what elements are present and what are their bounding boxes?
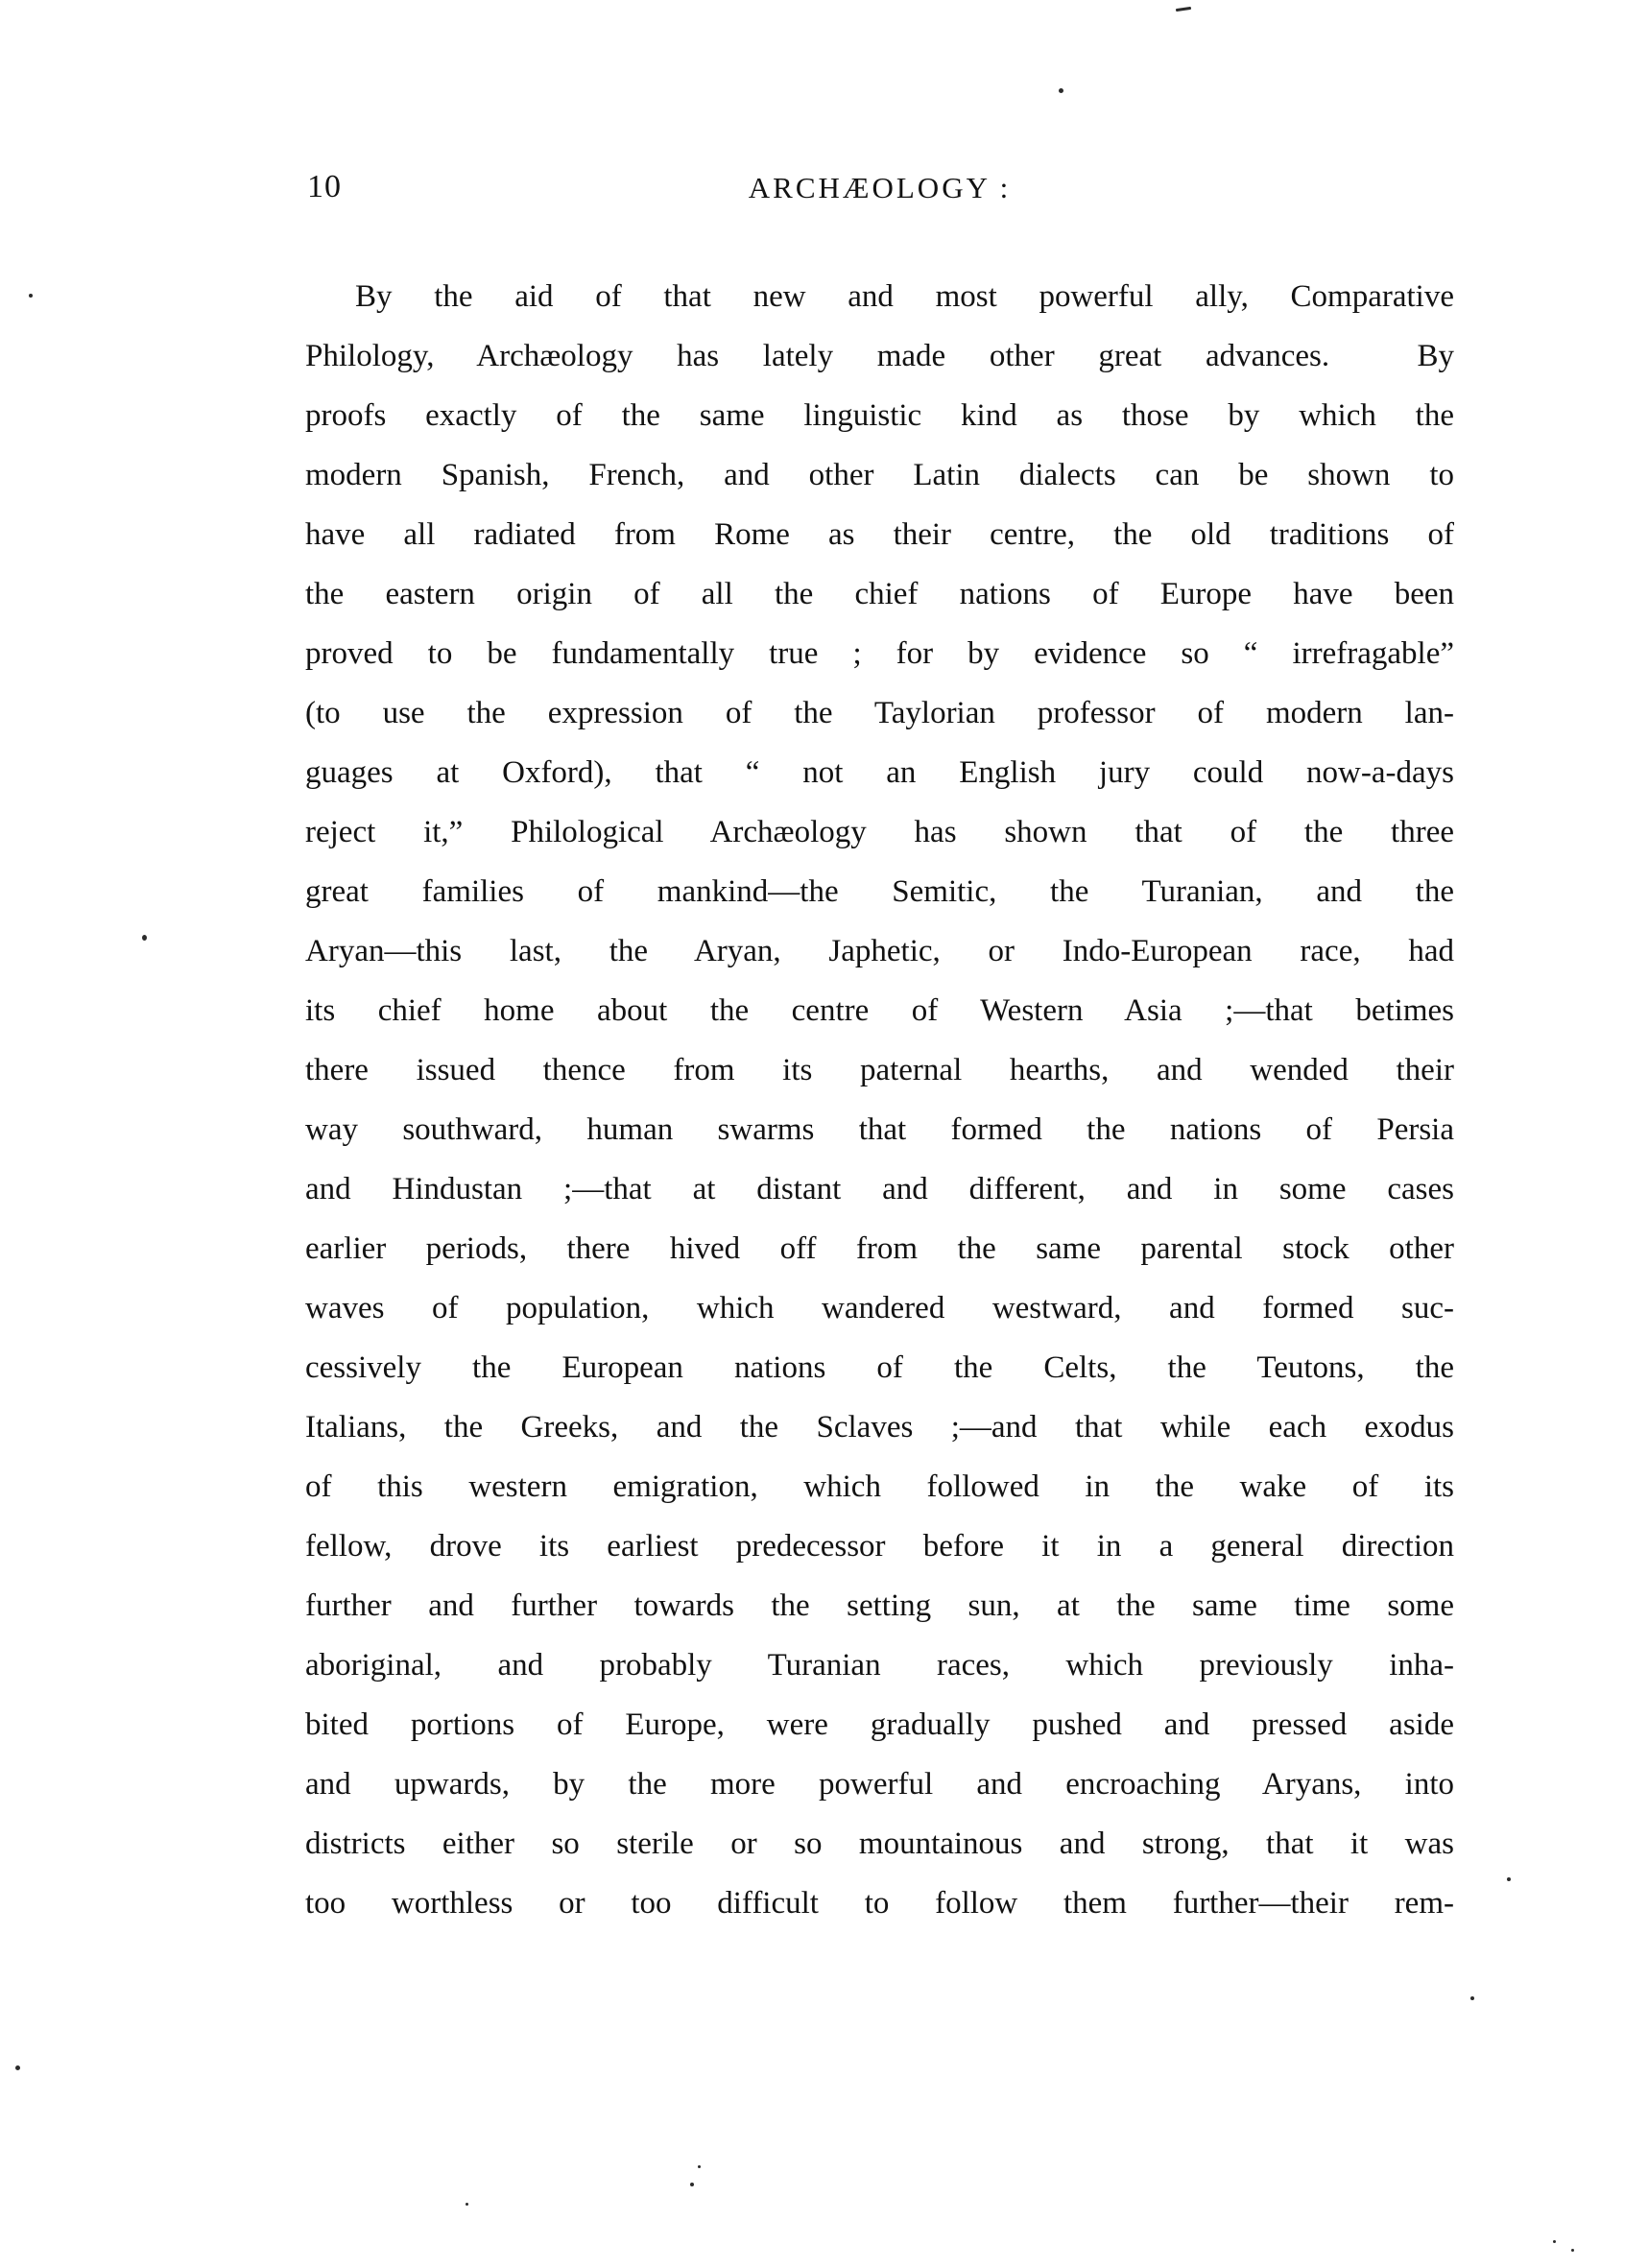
- text-line: earlier periods, there hived off from the same parental stock other: [305, 1231, 1454, 1266]
- text-line: By the aid of that new and most powerful ally, Comparative: [355, 279, 1454, 314]
- text-line: proofs exactly of the same linguistic kind as those by which the: [305, 398, 1454, 433]
- scan-artifact: [15, 2065, 20, 2070]
- text-line: Aryan—this last, the Aryan, Japhetic, or Indo-European race, had: [305, 934, 1454, 968]
- text-line: great families of mankind—the Semitic, the Turanian, and the: [305, 874, 1454, 909]
- scan-artifact: [1176, 7, 1191, 12]
- scan-artifact: [1059, 88, 1063, 93]
- text-line: aboriginal, and probably Turanian races, which previously inha-: [305, 1648, 1454, 1683]
- scan-artifact: [1553, 2240, 1556, 2243]
- text-line: modern Spanish, French, and other Latin dialects can be shown to: [305, 458, 1454, 492]
- text-line: cessively the European nations of the Celts, the Teutons, the: [305, 1350, 1454, 1385]
- scan-artifact: [142, 935, 147, 941]
- scan-artifact: [1571, 2249, 1574, 2252]
- text-line: of this western emigration, which followed in the wake of its: [305, 1469, 1454, 1504]
- scan-artifact: [1470, 1996, 1474, 2000]
- text-line: there issued thence from its paternal hearths, and wended their: [305, 1053, 1454, 1087]
- scan-artifact: [29, 294, 33, 298]
- text-line: have all radiated from Rome as their centre, the old traditions of: [305, 517, 1454, 552]
- text-line: reject it,” Philological Archæology has shown that of the three: [305, 815, 1454, 849]
- text-line: the eastern origin of all the chief nations of Europe have been: [305, 577, 1454, 611]
- scan-artifact: [1507, 1877, 1511, 1881]
- scan-artifact: [698, 2165, 701, 2168]
- text-line: bited portions of Europe, were gradually pushed and pressed aside: [305, 1707, 1454, 1742]
- text-line: waves of population, which wandered westward, and formed suc-: [305, 1291, 1454, 1325]
- text-line: Italians, the Greeks, and the Sclaves ;—and that while each exodus: [305, 1410, 1454, 1444]
- body-text: [305, 267, 1454, 1933]
- text-line: proved to be fundamentally true ; for by evidence so “ irrefragable”: [305, 636, 1454, 671]
- text-line: and Hindustan ;—that at distant and different, and in some cases: [305, 1172, 1454, 1206]
- text-line: further and further towards the setting sun, at the same time some: [305, 1588, 1454, 1623]
- page-header: [305, 169, 1454, 211]
- text-line: and upwards, by the more powerful and encroaching Aryans, into: [305, 1767, 1454, 1802]
- page-number: 10: [307, 169, 342, 204]
- text-line: too worthless or too difficult to follow them further—their rem-: [305, 1886, 1454, 1921]
- scan-artifact: [466, 2203, 468, 2206]
- text-line: Philology, Archæology has lately made other great advances. By: [305, 339, 1454, 373]
- running-title: ARCHÆOLOGY :: [748, 171, 1012, 204]
- text-line: (to use the expression of the Taylorian professor of modern lan-: [305, 696, 1454, 730]
- text-line: its chief home about the centre of Western Asia ;—that betimes: [305, 993, 1454, 1028]
- scan-artifact: [690, 2183, 694, 2186]
- text-line: way southward, human swarms that formed the nations of Persia: [305, 1112, 1454, 1147]
- text-line: fellow, drove its earliest predecessor before it in a general direction: [305, 1529, 1454, 1564]
- text-line: districts either so sterile or so mountainous and strong, that it was: [305, 1826, 1454, 1861]
- text-line: guages at Oxford), that “ not an English jury could now-a-days: [305, 755, 1454, 790]
